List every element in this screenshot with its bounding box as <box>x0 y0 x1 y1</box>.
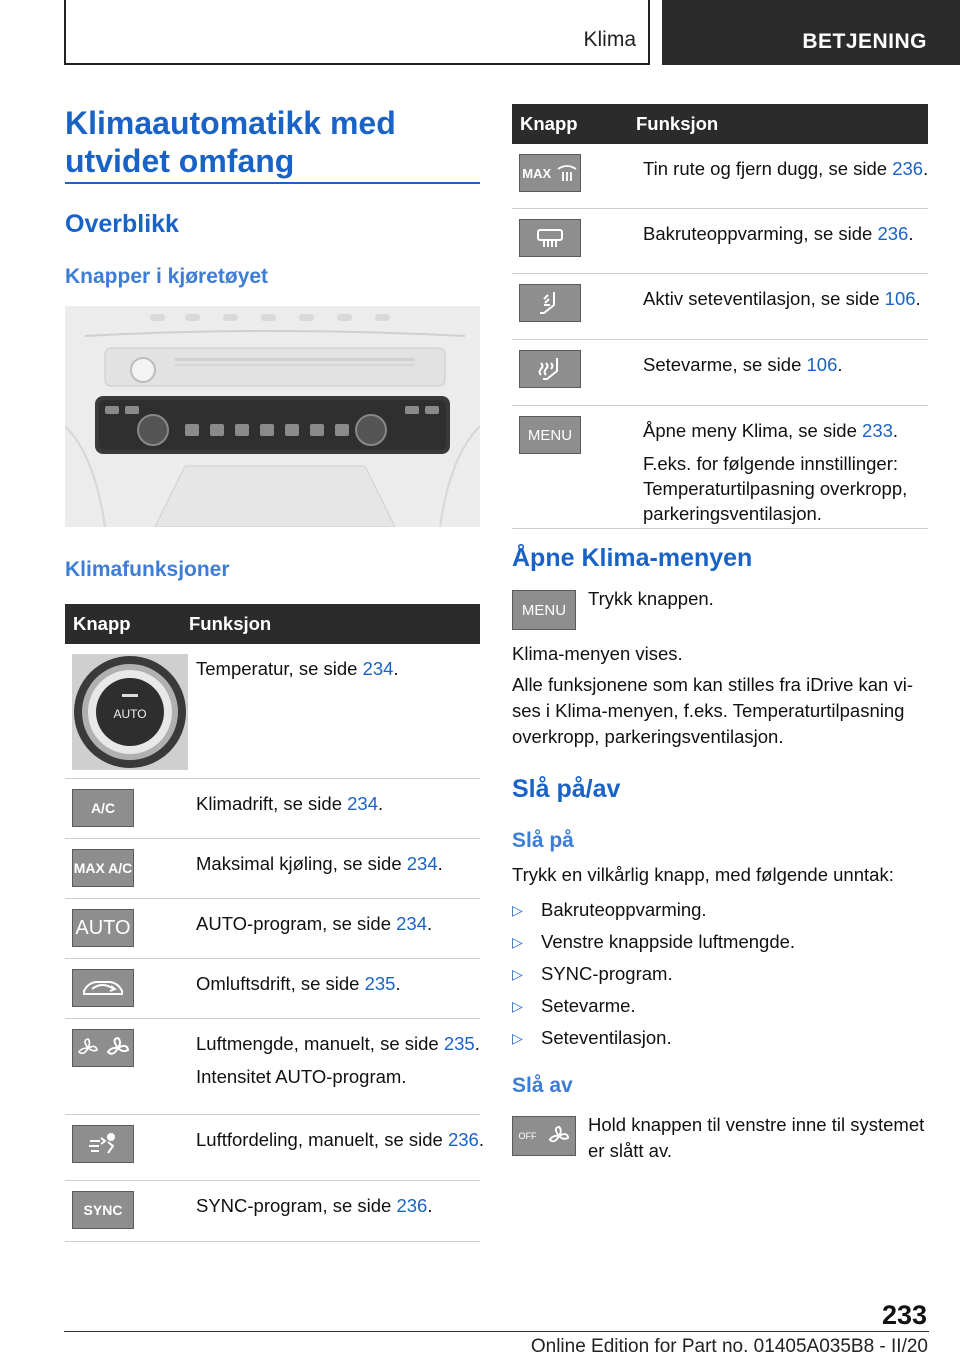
table-row <box>65 644 480 779</box>
punctuation: . <box>427 913 433 934</box>
function-description: SYNC-program, se side <box>196 1195 397 1216</box>
punctuation: . <box>474 1033 480 1054</box>
function-text <box>643 286 933 311</box>
footer-rule <box>64 1331 929 1332</box>
function-description: Luftfordeling, manuelt, se side <box>196 1129 448 1150</box>
climate-functions-table-continued <box>512 104 928 529</box>
function-text <box>643 221 933 246</box>
menu-description: Alle funksjonene som kan stilles fra iDrive kan vises i Klima-menyen, f.eks. Temperaturtilpasning overkropp, parkeringsventilasjon. <box>512 674 914 747</box>
header-chapter-label: BETJENING <box>802 30 927 53</box>
table-header <box>512 104 928 144</box>
max-defrost-label: MAX <box>522 165 552 181</box>
rear-window-heating-icon <box>519 219 581 257</box>
punctuation: . <box>478 1129 484 1150</box>
fan-speed-icon <box>512 1116 576 1156</box>
punctuation: . <box>427 1195 433 1216</box>
svg-text:AUTO: AUTO <box>113 707 147 721</box>
table-row <box>65 1019 480 1115</box>
punctuation: . <box>915 288 921 309</box>
table-row <box>512 406 928 529</box>
air-distribution-icon <box>72 1125 134 1163</box>
heading-open-climate-menu: Åpne Klima-menyen <box>512 544 753 572</box>
function-text <box>643 156 933 181</box>
function-text <box>196 1193 486 1218</box>
max-ac-button-label: MAX A/C <box>72 849 134 887</box>
page-link[interactable]: 234 <box>396 913 428 934</box>
function-description: Luftmengde, manuelt, se side <box>196 1033 444 1054</box>
page-number: 233 <box>881 1300 927 1330</box>
heading-switch-off: Slå av <box>512 1074 573 1097</box>
function-description: Maksimal kjøling, se side <box>196 853 407 874</box>
function-extra-text: F.eks. for følgende innstillinger: Temperaturtilpasning overkropp, parkeringsventilasjon. <box>643 453 908 524</box>
function-text <box>196 971 486 996</box>
list-item-text: Seteventilasjon. <box>541 1027 672 1048</box>
table-row <box>65 899 480 959</box>
page-link[interactable]: 106 <box>884 288 916 309</box>
header-border-left <box>64 0 66 65</box>
function-text <box>196 656 486 681</box>
page-title: Klimaautomatikk med utvidet omfang <box>65 105 396 179</box>
page-link[interactable]: 235 <box>364 973 396 994</box>
page-link[interactable]: 235 <box>443 1033 475 1054</box>
table-row <box>512 144 928 209</box>
function-description: Aktiv seteventilasjon, se side <box>643 288 885 309</box>
column-header-button: Knapp <box>73 613 131 634</box>
switch-off-description: Hold knappen til venstre inne til systemet er slått av. <box>588 1114 925 1161</box>
fan-speed-icon <box>72 1029 134 1067</box>
function-description: AUTO-program, se side <box>196 913 397 934</box>
menu-button-icon <box>519 416 581 454</box>
exceptions-list <box>512 894 795 1054</box>
punctuation: . <box>892 420 899 441</box>
function-description: Klimadrift, se side <box>196 793 348 814</box>
heading-buttons-in-vehicle: Knapper i kjøretøyet <box>65 265 269 288</box>
function-description: Tin rute og fjern dugg, se side <box>643 158 893 179</box>
header-rule <box>64 63 650 65</box>
max-ac-button-icon <box>72 849 134 887</box>
page-link[interactable]: 236 <box>892 158 924 179</box>
heading-climate-functions: Klimafunksjoner <box>65 558 230 581</box>
list-item-text: Venstre knappside luftmengde. <box>541 931 796 952</box>
header-border-right <box>648 0 650 65</box>
ac-button-label: A/C <box>72 789 134 827</box>
punctuation: . <box>393 658 399 679</box>
page-link[interactable]: 236 <box>877 223 909 244</box>
max-defrost-icon <box>519 154 581 192</box>
recirculation-icon <box>72 969 134 1007</box>
function-text <box>196 1127 486 1152</box>
function-extra-text: Intensitet AUTO-program. <box>196 1066 407 1087</box>
page-link[interactable]: 234 <box>362 658 394 679</box>
seat-ventilation-icon <box>519 284 581 322</box>
table-row <box>65 1181 480 1242</box>
page-link[interactable]: 106 <box>806 354 838 375</box>
function-text <box>643 352 933 377</box>
function-text <box>196 791 486 816</box>
list-item-text: Bakruteoppvarming. <box>541 899 707 920</box>
header-section-title: Klima <box>583 28 636 51</box>
sync-button-icon <box>72 1191 134 1229</box>
page-link[interactable]: 236 <box>396 1195 428 1216</box>
switch-on-description: Trykk en vilkårlig knapp, med følgende unntak: <box>512 864 894 885</box>
function-description: Åpne meny Klima, se side <box>643 420 863 441</box>
auto-button-icon <box>72 909 134 947</box>
table-header <box>65 604 480 644</box>
column-header-function: Funksjon <box>189 613 272 634</box>
function-text <box>196 911 486 936</box>
punctuation: . <box>908 223 914 244</box>
list-item-text: Setevarme. <box>541 995 636 1016</box>
column-header-function: Funksjon <box>636 113 719 134</box>
punctuation: . <box>837 354 843 375</box>
temperature-knob-icon <box>72 654 188 775</box>
table-row <box>65 839 480 899</box>
list-item: ▷ Venstre knappside luftmengde. <box>512 931 796 952</box>
ac-button-icon <box>72 789 134 827</box>
header-chapter-tab[interactable] <box>662 0 960 65</box>
seat-heating-icon <box>519 350 581 388</box>
menu-button-label: MENU <box>519 416 581 454</box>
heading-on-off: Slå på/av <box>512 775 621 803</box>
function-text <box>643 418 925 534</box>
table-row <box>65 959 480 1019</box>
fan-off-label: OFF <box>518 1131 537 1141</box>
table-row <box>512 209 928 274</box>
punctuation: . <box>437 853 443 874</box>
punctuation: . <box>378 793 384 814</box>
page-link[interactable]: 234 <box>347 793 379 814</box>
table-row <box>512 340 928 406</box>
punctuation: . <box>923 158 929 179</box>
column-header-button: Knapp <box>520 113 578 134</box>
list-item: ▷ Seteventilasjon. <box>512 1027 672 1048</box>
page-link[interactable]: 236 <box>447 1129 479 1150</box>
function-description: Omluftsdrift, se side <box>196 973 365 994</box>
list-item-text: SYNC-program. <box>541 963 673 984</box>
footer-edition: Online Edition for Part no. 01405A035B8 - II/20 <box>530 1336 928 1357</box>
climate-functions-table <box>65 604 484 1242</box>
function-text <box>196 1031 486 1097</box>
table-row <box>512 274 928 340</box>
title-rule <box>65 182 480 184</box>
function-description: Setevarme, se side <box>643 354 807 375</box>
list-item: ▷ Setevarme. <box>512 995 636 1016</box>
table-row <box>65 1115 484 1181</box>
menu-button-icon <box>512 590 576 630</box>
function-description: Bakruteoppvarming, se side <box>643 223 878 244</box>
function-text <box>196 851 486 876</box>
function-description: Temperatur, se side <box>196 658 363 679</box>
press-button-text: Trykk knappen. <box>588 588 714 609</box>
heading-switch-on: Slå på <box>512 829 574 852</box>
punctuation: . <box>395 973 401 994</box>
sync-button-label: SYNC <box>72 1191 134 1229</box>
climate-panel-photo <box>65 306 480 527</box>
auto-button-label: AUTO <box>72 909 134 947</box>
menu-button-label: MENU <box>512 590 576 630</box>
page-link[interactable]: 234 <box>406 853 438 874</box>
list-item: ▷ SYNC-program. <box>512 963 673 984</box>
list-item: ▷ Bakruteoppvarming. <box>512 899 707 920</box>
table-row <box>65 779 480 839</box>
page-link[interactable]: 233 <box>862 420 893 441</box>
menu-shown-text: Klima-menyen vises. <box>512 643 683 664</box>
heading-overview: Overblikk <box>65 210 179 238</box>
